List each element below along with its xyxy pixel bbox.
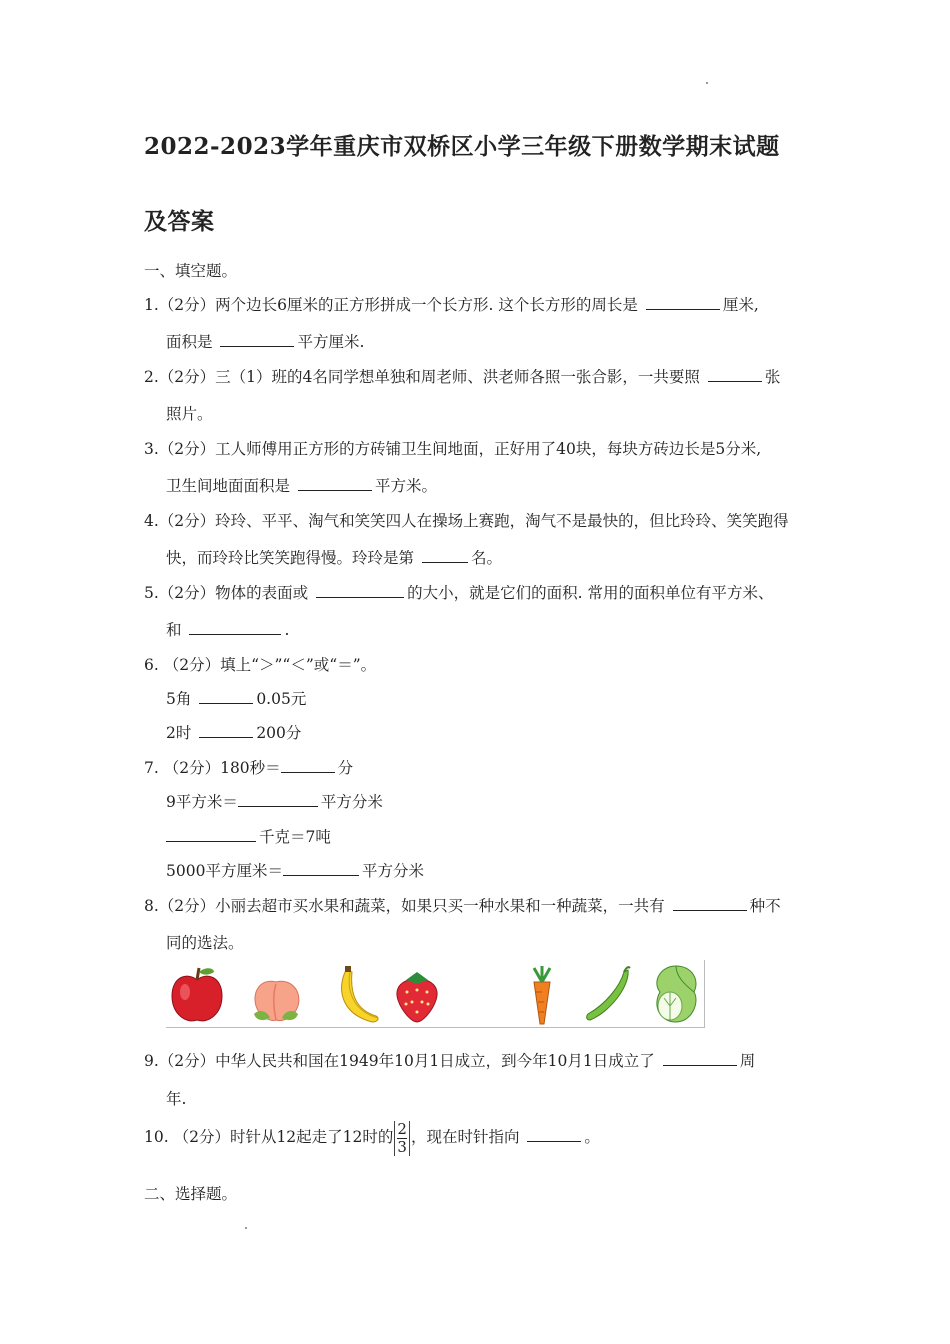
answer-blank[interactable] — [316, 583, 404, 598]
answer-blank[interactable] — [238, 792, 318, 807]
question-4-line-2 — [166, 546, 502, 568]
q6-r2-a: 2时 — [166, 724, 192, 742]
question-4-line-1: 4.（2分）玲玲、平平、淘气和笑笑四人在操场上赛跑，淘气不是最快的，但比玲玲、笑笑跑得 — [144, 512, 789, 530]
question-9-line-2: 年. — [166, 1090, 187, 1108]
answer-blank[interactable] — [673, 896, 747, 911]
section-fill-blank: 一、填空题。 — [144, 262, 238, 280]
question-6-row-1 — [166, 687, 306, 709]
answer-blank[interactable] — [281, 758, 335, 773]
q3-text-c: 卫生间地面面积是 — [166, 477, 291, 495]
q7-r3-b: 平方分米 — [361, 862, 424, 880]
peach-icon — [248, 970, 304, 1024]
question-9-line-1 — [144, 1049, 755, 1071]
cabbage-icon — [646, 962, 704, 1024]
question-1-line-1 — [144, 293, 759, 315]
answer-blank[interactable] — [708, 367, 762, 382]
question-1-line-2 — [166, 330, 364, 352]
question-3-line-2 — [166, 474, 437, 496]
q4-text-c: 快，而玲玲比笑笑跑得慢。玲玲是第 — [166, 549, 415, 567]
q5-text-b: 的大小，就是它们的面积. 常用的面积单位有平方米、 — [407, 584, 774, 602]
q7-r1-a: 9平方米＝ — [166, 793, 238, 811]
fraction — [394, 1121, 410, 1156]
pea-pod-icon — [580, 964, 636, 1024]
strawberry-icon — [392, 968, 442, 1024]
q10-text-a: 10. （2分）时针从12起走了12时的 — [144, 1128, 394, 1146]
section-multiple-choice: 二、选择题。 — [144, 1185, 238, 1203]
question-8-line-1 — [144, 894, 781, 916]
answer-blank[interactable] — [220, 332, 294, 347]
q5-text-c: 和 — [166, 621, 182, 639]
title-line-2: 及答案 — [144, 208, 215, 235]
question-2-line-2: 照片。 — [166, 405, 213, 423]
q5-text-d: . — [284, 621, 290, 639]
q1-text-d: 平方厘米. — [297, 333, 365, 351]
q7-r1-b: 平方分米 — [320, 793, 383, 811]
q1-text-c: 面积是 — [166, 333, 213, 351]
answer-blank[interactable] — [166, 827, 256, 842]
q6-r2-b: 200分 — [256, 724, 302, 742]
q6-r1-a: 5角 — [166, 690, 192, 708]
q5-text-a: 5.（2分）物体的表面或 — [144, 584, 309, 602]
q1-text-b: 厘米, — [722, 296, 759, 314]
q9-text-a: 9.（2分）中华人民共和国在1949年10月1日成立，到今年10月1日成立了 — [144, 1052, 655, 1070]
q10-text-b: ，现在时针指向 — [410, 1128, 520, 1146]
answer-blank[interactable] — [663, 1051, 737, 1066]
q1-text-a: 1.（2分）两个边长6厘米的正方形拼成一个长方形. 这个长方形的周长是 — [144, 296, 638, 314]
fruit-vegetable-strip — [166, 960, 705, 1028]
question-7-row-1 — [166, 790, 383, 812]
answer-blank[interactable] — [646, 295, 720, 310]
apple-icon — [168, 964, 226, 1024]
question-5-line-2 — [166, 618, 289, 640]
q4-text-d: 名。 — [470, 549, 502, 567]
banana-icon — [326, 964, 386, 1026]
fraction-denominator: 3 — [397, 1137, 407, 1156]
answer-blank[interactable] — [199, 723, 253, 738]
q10-text-c: 。 — [584, 1128, 600, 1146]
q3-text-d: 平方米。 — [374, 477, 437, 495]
q7-r2-b: 千克＝7吨 — [259, 828, 331, 846]
answer-blank[interactable] — [189, 620, 281, 635]
q2-text-a: 2.（2分）三（1）班的4名同学想单独和周老师、洪老师各照一张合影，一共要照 — [144, 368, 700, 386]
question-7-row-2 — [166, 825, 331, 847]
title-line-1: 2022-2023学年重庆市双桥区小学三年级下册数学期末试题 — [144, 133, 780, 160]
q9-text-b: 周 — [739, 1052, 756, 1070]
answer-blank[interactable] — [199, 689, 253, 704]
answer-blank[interactable] — [422, 548, 468, 563]
q7-r3-a: 5000平方厘米＝ — [166, 862, 283, 880]
fraction-numerator: 2 — [397, 1119, 407, 1138]
q6-r1-b: 0.05元 — [256, 690, 307, 708]
answer-blank[interactable] — [298, 476, 372, 491]
question-3-line-1: 3.（2分）工人师傅用正方形的方砖铺卫生间地面，正好用了40块，每块方砖边长是5分米, — [144, 440, 762, 458]
question-7-row-3 — [166, 859, 424, 881]
q7-text-b: 分 — [337, 759, 354, 777]
answer-blank[interactable] — [527, 1127, 581, 1142]
question-6-row-2 — [166, 721, 301, 743]
carrot-icon — [522, 966, 562, 1026]
question-8-line-2: 同的选法。 — [166, 934, 244, 952]
q8-text-a: 8.（2分）小丽去超市买水果和蔬菜，如果只买一种水果和一种蔬菜，一共有 — [144, 897, 665, 915]
question-10-line-1 — [144, 1117, 600, 1157]
scan-dot — [245, 1227, 247, 1229]
question-2-line-1 — [144, 365, 780, 387]
q2-text-b: 张 — [764, 368, 781, 386]
question-7-line-1 — [144, 756, 353, 778]
question-5-line-1 — [144, 581, 773, 603]
answer-blank[interactable] — [283, 861, 359, 876]
q8-text-b: 种不 — [749, 897, 781, 915]
q7-text-a: 7. （2分）180秒＝ — [144, 759, 281, 777]
question-6-line-1: 6. （2分）填上“＞”“＜”或“＝”。 — [144, 656, 377, 674]
scan-dot — [706, 82, 708, 84]
